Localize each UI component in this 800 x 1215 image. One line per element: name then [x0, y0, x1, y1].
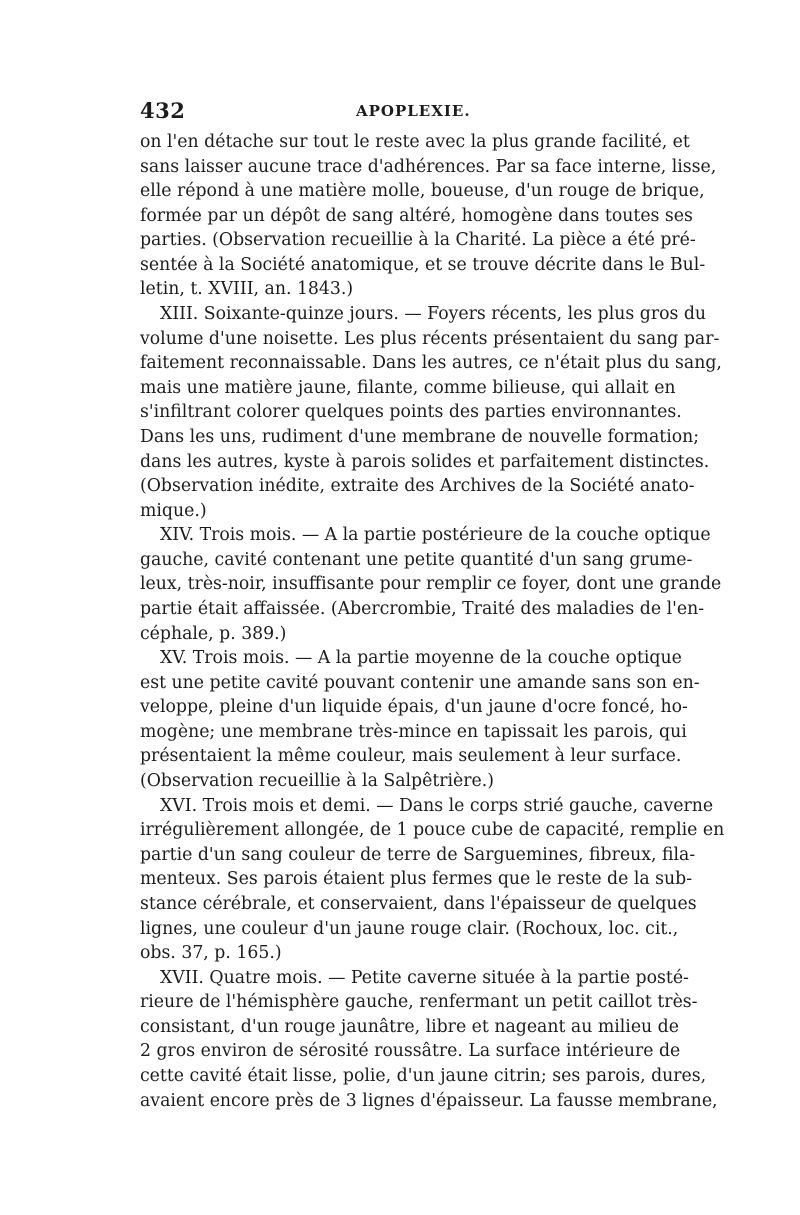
text-line: XIII. Soixante-quinze jours. — Foyers récents, les plus gros du — [160, 304, 707, 325]
text-line: (Observation inédite, extraite des Archives de la Société anato- — [140, 476, 695, 497]
text-line: leux, très-noir, insuffisante pour remplir ce foyer, dont une grande — [140, 574, 722, 595]
text-line: céphale, p. 389.) — [140, 623, 287, 644]
text-line: sans laisser aucune trace d'adhérences. Par sa face interne, lisse, — [140, 156, 717, 177]
observation-xvii — [140, 966, 718, 1113]
text-line: partie était affaissée. (Abercrombie, Traité des maladies de l'en- — [140, 598, 705, 619]
text-line: menteux. Ses parois étaient plus fermes que le reste de la sub- — [140, 869, 693, 890]
body-text — [140, 130, 725, 1113]
text-line: formée par un dépôt de sang altéré, homogène dans toutes ses — [140, 205, 693, 226]
text-line: faitement reconnaissable. Dans les autres, ce n'était plus du sang, — [140, 353, 722, 374]
observation-xvi — [140, 794, 725, 966]
text-line: mogène; une membrane très-mince en tapissait les parois, qui — [140, 721, 687, 742]
paragraph-continuation — [140, 130, 717, 302]
text-line: s'infiltrant colorer quelques points des parties environnantes. — [140, 402, 682, 423]
text-line: rieure de l'hémisphère gauche, renfermant un petit caillot très- — [140, 992, 698, 1013]
text-line: obs. 37, p. 165.) — [140, 943, 282, 964]
text-line: irrégulièrement allongée, de 1 pouce cube de capacité, remplie en — [140, 820, 725, 841]
text-line: gauche, cavité contenant une petite quantité d'un sang grume- — [140, 549, 693, 570]
running-head — [0, 98, 800, 128]
text-line: on l'en détache sur tout le reste avec la plus grande facilité, et — [140, 132, 690, 152]
text-line: dans les autres, kyste à parois solides et parfaitement distinctes. — [140, 451, 710, 472]
text-line: volume d'une noisette. Les plus récents présentaient du sang par- — [140, 328, 720, 349]
text-line: stance cérébrale, et conservaient, dans l'épaisseur de quelques — [140, 893, 697, 914]
text-line: parties. (Observation recueillie à la Charité. La pièce a été pré- — [140, 230, 696, 251]
text-line: XV. Trois mois. — A la partie moyenne de la couche optique — [160, 648, 682, 669]
text-line: cette cavité était lisse, polie, d'un jaune citrin; ses parois, dures, — [140, 1065, 707, 1086]
text-line: letin, t. XVIII, an. 1843.) — [140, 279, 354, 300]
observation-xiv — [140, 523, 722, 646]
text-line: veloppe, pleine d'un liquide épais, d'un jaune d'ocre foncé, ho- — [140, 697, 688, 718]
text-line: est une petite cavité pouvant contenir une amande sans son en- — [140, 672, 700, 693]
text-line: (Observation recueillie à la Salpêtrière.) — [140, 771, 495, 792]
text-line: XIV. Trois mois. — A la partie postérieure de la couche optique — [160, 525, 711, 546]
text-line: XVI. Trois mois et demi. — Dans le corps strié gauche, caverne — [160, 795, 714, 816]
text-line: 2 gros environ de sérosité roussâtre. La surface intérieure de — [140, 1041, 681, 1062]
text-line: lignes, une couleur d'un jaune rouge clair. (Rochoux, loc. cit., — [140, 918, 679, 939]
text-line: mique.) — [140, 500, 207, 521]
text-line: XVII. Quatre mois. — Petite caverne située à la partie posté- — [160, 967, 689, 988]
text-line: mais une matière jaune, filante, comme bilieuse, qui allait en — [140, 377, 676, 398]
text-line: présentaient la même couleur, mais seulement à leur surface. — [140, 746, 682, 767]
text-line: sentée à la Société anatomique, et se trouve décrite dans le Bul- — [140, 254, 706, 275]
observation-xv — [140, 646, 700, 793]
text-line: elle répond à une matière molle, boueuse, d'un rouge de brique, — [140, 181, 705, 202]
running-title: APOPLEXIE. — [356, 102, 471, 120]
observation-xiii — [140, 302, 722, 523]
text-line: avaient encore près de 3 lignes d'épaisseur. La fausse membrane, — [140, 1090, 718, 1111]
text-line: consistant, d'un rouge jaunâtre, libre et nageant au milieu de — [140, 1016, 679, 1037]
text-line: Dans les uns, rudiment d'une membrane de nouvelle formation; — [140, 426, 700, 447]
page-number: 432 — [140, 98, 186, 123]
text-line: partie d'un sang couleur de terre de Sarguemines, fibreux, fila- — [140, 844, 696, 865]
